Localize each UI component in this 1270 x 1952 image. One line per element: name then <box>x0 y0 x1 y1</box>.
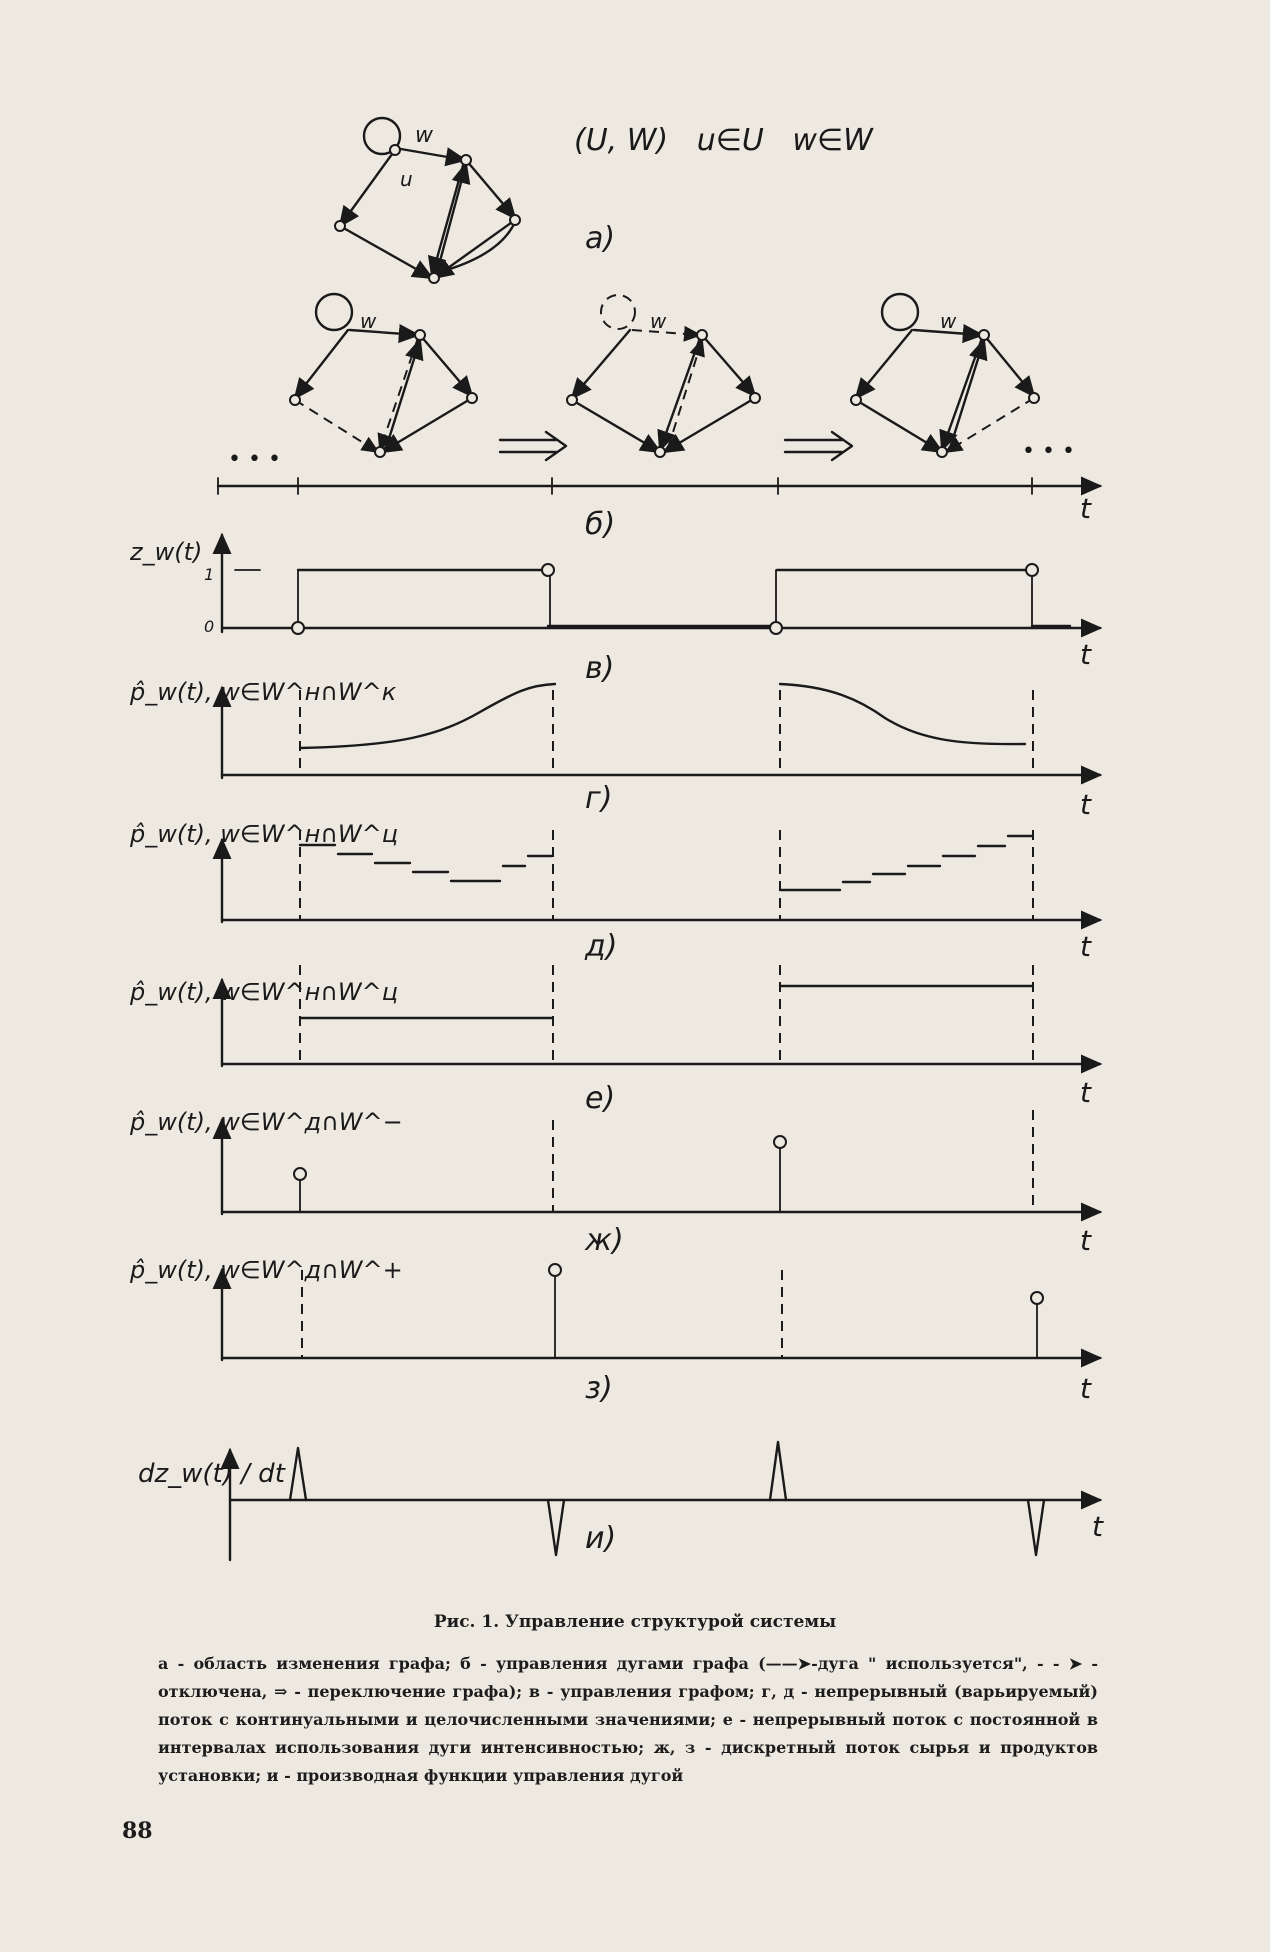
header-formula: (U, W) u∈U w∈W <box>574 123 873 158</box>
page-number: 88 <box>122 1818 153 1844</box>
ellipsis-right: • • • <box>1022 439 1075 464</box>
panel-letter-z: з) <box>585 1371 613 1406</box>
row-label-p5: p̂_w(t), w∈W^д∩W^+ <box>130 1256 403 1284</box>
timeline-b <box>218 478 1100 494</box>
panel-letter-a: а) <box>585 221 616 256</box>
ellipsis-left: • • • <box>228 447 281 472</box>
plot-dz <box>230 1442 1100 1560</box>
time-label-i: t <box>1092 1510 1103 1543</box>
time-label-d: t <box>1080 930 1091 963</box>
panel-letter-g: г) <box>585 781 613 816</box>
time-label-g: t <box>1080 788 1091 821</box>
row-label-p1: p̂_w(t), w∈W^н∩W^к <box>130 678 397 706</box>
time-label-z: t <box>1080 1372 1091 1405</box>
tick-0: 0 <box>204 617 215 636</box>
graph-b1 <box>290 294 477 457</box>
graph-b1-label-w: w <box>360 309 377 333</box>
node-label-u: u <box>400 167 413 191</box>
time-label-b: t <box>1080 492 1091 525</box>
figure-caption-body: а - область изменения графа; б - управления дугами графа (——➤-дуга " используется", - - ➤ - отключена, ⇒ - переключение графа); в - управления графом; г, д - непрерывный (варьируемый) поток с континуальными и целочисленными значениями; е - непрерывный поток с постоянной в интервалах использования дуги интенсивностью; ж, з - дискретный поток сырья и продуктов установки; и - производная функции управления дугой <box>158 1654 1098 1785</box>
panel-letter-d: д) <box>585 929 618 964</box>
panel-letter-v: в) <box>585 651 615 686</box>
panel-letter-b: б) <box>585 507 616 542</box>
row-label-dz: dz_w(t) / dt <box>138 1459 285 1489</box>
time-label-zh: t <box>1080 1224 1091 1257</box>
panel-letter-zh: ж) <box>585 1223 624 1258</box>
row-label-z: z_w(t) <box>130 538 203 566</box>
time-label-v: t <box>1080 638 1091 671</box>
plot-z <box>222 535 1100 634</box>
tick-1: 1 <box>204 565 215 584</box>
graph-b2-label-w: w <box>650 309 667 333</box>
row-label-p3: p̂_w(t), w∈W^н∩W^ц <box>130 978 399 1006</box>
panel-letter-i: и) <box>585 1521 617 1556</box>
time-label-e: t <box>1080 1076 1091 1109</box>
panel-letter-e: е) <box>585 1081 616 1116</box>
node-label-w: w <box>415 123 433 148</box>
figure-caption-title: Рис. 1. Управление структурой системы <box>433 1612 837 1632</box>
row-label-p4: p̂_w(t), w∈W^д∩W^− <box>130 1108 403 1136</box>
row-label-p2: p̂_w(t), w∈W^н∩W^ц <box>130 820 399 848</box>
graph-b3-label-w: w <box>940 309 957 333</box>
